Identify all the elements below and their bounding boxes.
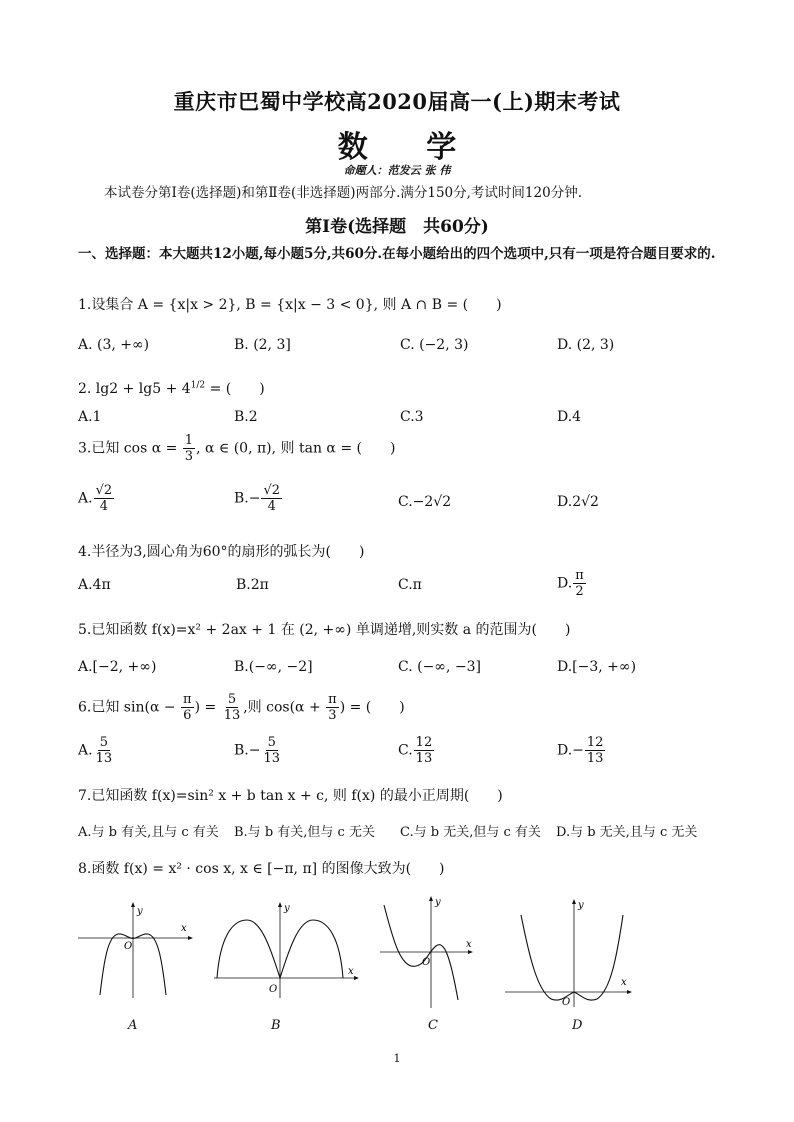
q6-frac-1-num: π — [183, 692, 192, 707]
q4-option-b-text: 2π — [250, 577, 269, 593]
q6-frac-3-den: 3 — [328, 708, 337, 723]
q8-graph-d-label[interactable]: D — [572, 1018, 583, 1033]
q3-option-b-fraction — [261, 483, 282, 514]
q7-option-c[interactable]: C.与 b 无关,但与 c 有关 — [400, 825, 541, 840]
section-heading: 第Ⅰ卷(选择题 共60分) — [305, 217, 489, 237]
intro-text: 本试卷分第Ⅰ卷(选择题)和第Ⅱ卷(非选择题)两部分.满分150分,考试时间120分钟. — [104, 185, 582, 201]
y-label: y — [578, 900, 584, 911]
q3-stem-b: , α ∈ (0, π), 则 tan α = ( ) — [196, 440, 396, 457]
q1-option-c[interactable]: C. (−2, 3) — [400, 337, 469, 353]
q3-stem-a: 3.已知 cos α = — [78, 440, 182, 457]
q5-option-d[interactable]: D.[−3, +∞) — [557, 659, 637, 675]
q5-stem: 5.已知函数 f(x)=x² + 2ax + 1 在 (2, +∞) 单调递增,则实数 a 的范围为( ) — [78, 622, 571, 638]
q3-option-c-text: −2√2 — [412, 494, 452, 510]
q4-option-b[interactable] — [236, 577, 269, 593]
q6-stem — [78, 692, 405, 723]
q6-option-b-prefix: B.− — [234, 742, 261, 759]
q3-option-b[interactable] — [234, 483, 283, 514]
q2-stem — [78, 378, 265, 398]
q4-option-a-prefix: A. — [78, 577, 93, 593]
q6-stem-b: ) = — [194, 699, 221, 716]
curve — [384, 905, 458, 1000]
q2-exponent: 1/2 — [190, 380, 206, 391]
q4-option-b-prefix: B. — [236, 577, 251, 593]
q6-option-c-prefix: C. — [398, 742, 413, 759]
q6-option-b-fraction — [261, 735, 282, 766]
q2-stem-main: 2. lg2 + lg5 + 4 — [78, 381, 191, 397]
q7-option-d[interactable]: D.与 b 无关,且与 c 无关 — [556, 825, 698, 840]
q6-option-d-den: 13 — [586, 751, 604, 766]
q3-frac-num: 1 — [184, 433, 194, 448]
q8-graph-b[interactable] — [212, 898, 362, 1000]
q2-option-d[interactable]: D.4 — [557, 409, 582, 425]
y-axis-arrow-icon — [131, 902, 135, 907]
q6-option-a-prefix: A. — [78, 742, 93, 759]
q2-option-c[interactable]: C.3 — [400, 409, 424, 425]
q3-option-a-num: √2 — [95, 483, 113, 498]
q6-option-d-prefix: D.− — [557, 742, 584, 759]
q6-stem-c: ,则 cos(α + — [243, 699, 326, 716]
q6-option-b-num: 5 — [267, 735, 276, 750]
q3-option-a-prefix: A. — [78, 490, 93, 507]
q7-option-a[interactable]: A.与 b 有关,且与 c 有关 — [78, 825, 219, 840]
q6-frac-2-num: 5 — [227, 692, 237, 707]
q6-option-b[interactable] — [234, 735, 283, 766]
x-axis-arrow-icon — [354, 976, 359, 980]
q4-option-d-fraction — [573, 568, 586, 599]
q6-option-d-num: 12 — [586, 735, 604, 750]
q4-option-d-num: π — [575, 568, 584, 583]
q2-option-b[interactable]: B.2 — [234, 409, 258, 425]
instructions: 一、选择题：本大题共12小题,每小题5分,共60分.在每小题给出的四个选项中,只有一项是符合题目要求的. — [78, 246, 716, 262]
y-axis-arrow-icon — [572, 899, 576, 904]
q6-frac-3 — [326, 692, 339, 723]
q6-frac-1 — [181, 692, 194, 723]
q3-option-a-den: 4 — [99, 499, 108, 514]
origin-label: O — [562, 997, 571, 1008]
q3-fraction — [183, 433, 195, 464]
q3-option-d-text: 2√2 — [572, 494, 599, 510]
q5-option-c[interactable]: C. (−∞, −3] — [398, 659, 481, 675]
q3-option-a-fraction — [94, 483, 115, 514]
q1-option-b[interactable]: B. (2, 3] — [234, 337, 291, 353]
q6-option-a[interactable] — [78, 735, 115, 766]
q4-option-c[interactable] — [398, 577, 422, 593]
q6-option-b-den: 13 — [263, 751, 281, 766]
y-label: y — [435, 897, 441, 908]
origin-label: O — [124, 941, 133, 952]
q7-stem: 7.已知函数 f(x)=sin² x + b tan x + c, 则 f(x) 的最小正周期( ) — [78, 788, 503, 804]
q7-option-b[interactable]: B.与 b 有关,但与 c 无关 — [234, 825, 375, 840]
q8-stem: 8.函数 f(x) = x² · cos x, x ∈ [−π, π] 的图像大致为( ) — [78, 861, 445, 877]
q6-stem-d: ) = ( ) — [339, 699, 405, 716]
q3-option-c[interactable] — [398, 494, 451, 510]
q6-option-a-num: 5 — [99, 735, 108, 750]
q8-graph-c[interactable] — [378, 890, 478, 1010]
x-label: x — [621, 977, 627, 988]
y-axis-arrow-icon — [278, 902, 282, 907]
q2-option-a[interactable]: A.1 — [78, 409, 102, 425]
q5-option-b[interactable]: B.(−∞, −2] — [234, 659, 313, 675]
q1-option-a[interactable]: A. (3, +∞) — [78, 337, 150, 353]
q6-option-a-fraction — [94, 735, 115, 766]
curve — [521, 915, 623, 1000]
q6-option-c[interactable] — [398, 735, 435, 766]
q4-option-a-text: 4π — [92, 577, 111, 593]
q4-stem: 4.半径为3,圆心角为60°的扇形的弧长为( ) — [78, 544, 365, 560]
q3-frac-den: 3 — [184, 449, 194, 464]
origin-label: O — [269, 984, 278, 995]
q6-option-d[interactable] — [557, 735, 606, 766]
q8-graph-a[interactable] — [78, 900, 193, 1000]
q3-option-c-prefix: C. — [398, 494, 413, 510]
author-line: 命题人：范发云 张 伟 — [343, 164, 451, 177]
q8-graph-b-label[interactable]: B — [271, 1018, 281, 1033]
q4-option-c-prefix: C. — [398, 577, 413, 593]
q8-graph-c-label[interactable]: C — [428, 1018, 438, 1033]
q5-option-a[interactable]: A.[−2, +∞) — [78, 659, 157, 675]
q6-frac-2 — [222, 692, 243, 723]
q3-option-d[interactable] — [557, 494, 599, 510]
y-axis-arrow-icon — [429, 896, 433, 901]
q6-option-a-den: 13 — [95, 751, 113, 766]
q8-graph-a-label[interactable]: A — [128, 1018, 138, 1033]
q3-option-b-den: 4 — [267, 499, 276, 514]
q6-option-c-den: 13 — [415, 751, 433, 766]
y-label: y — [137, 906, 143, 917]
q6-option-c-fraction — [414, 735, 435, 766]
exam-title: 重庆市巴蜀中学校高2020届高一(上)期末考试 — [173, 89, 621, 114]
q6-frac-1-den: 6 — [183, 708, 192, 723]
q1-option-d[interactable]: D. (2, 3) — [557, 337, 615, 353]
q4-option-a[interactable] — [78, 577, 111, 593]
page-number: 1 — [393, 1052, 401, 1065]
q3-option-a[interactable] — [78, 483, 115, 514]
x-axis-arrow-icon — [627, 990, 632, 994]
subject-title: 数 学 — [337, 130, 481, 165]
q4-option-d-prefix: D. — [557, 575, 573, 592]
x-label: x — [181, 923, 187, 934]
q4-option-d-den: 2 — [575, 584, 584, 599]
q8-graph-d[interactable] — [503, 895, 638, 1010]
q3-option-d-prefix: D. — [557, 494, 573, 510]
x-label: x — [348, 966, 354, 977]
q4-option-c-text: π — [412, 577, 422, 593]
y-label: y — [284, 903, 290, 914]
q3-option-b-num: √2 — [263, 483, 281, 498]
x-label: x — [466, 939, 472, 950]
origin-label: O — [422, 957, 431, 968]
x-axis-arrow-icon — [468, 950, 473, 954]
q3-option-b-prefix: B.− — [234, 490, 261, 507]
q3-stem — [78, 433, 395, 464]
q6-frac-3-num: π — [328, 692, 337, 707]
q2-stem-tail: = ( ) — [205, 381, 265, 397]
q1-stem: 1.设集合 A = {x|x > 2}, B = {x|x − 3 < 0}, 则 A ∩ B = ( ) — [78, 297, 502, 313]
q6-stem-a: 6.已知 sin(α − — [78, 699, 181, 716]
x-axis-arrow-icon — [188, 936, 193, 940]
q4-option-d[interactable] — [557, 568, 587, 599]
q6-option-c-num: 12 — [415, 735, 433, 750]
q6-frac-2-den: 13 — [223, 708, 241, 723]
q6-option-d-fraction — [585, 735, 606, 766]
